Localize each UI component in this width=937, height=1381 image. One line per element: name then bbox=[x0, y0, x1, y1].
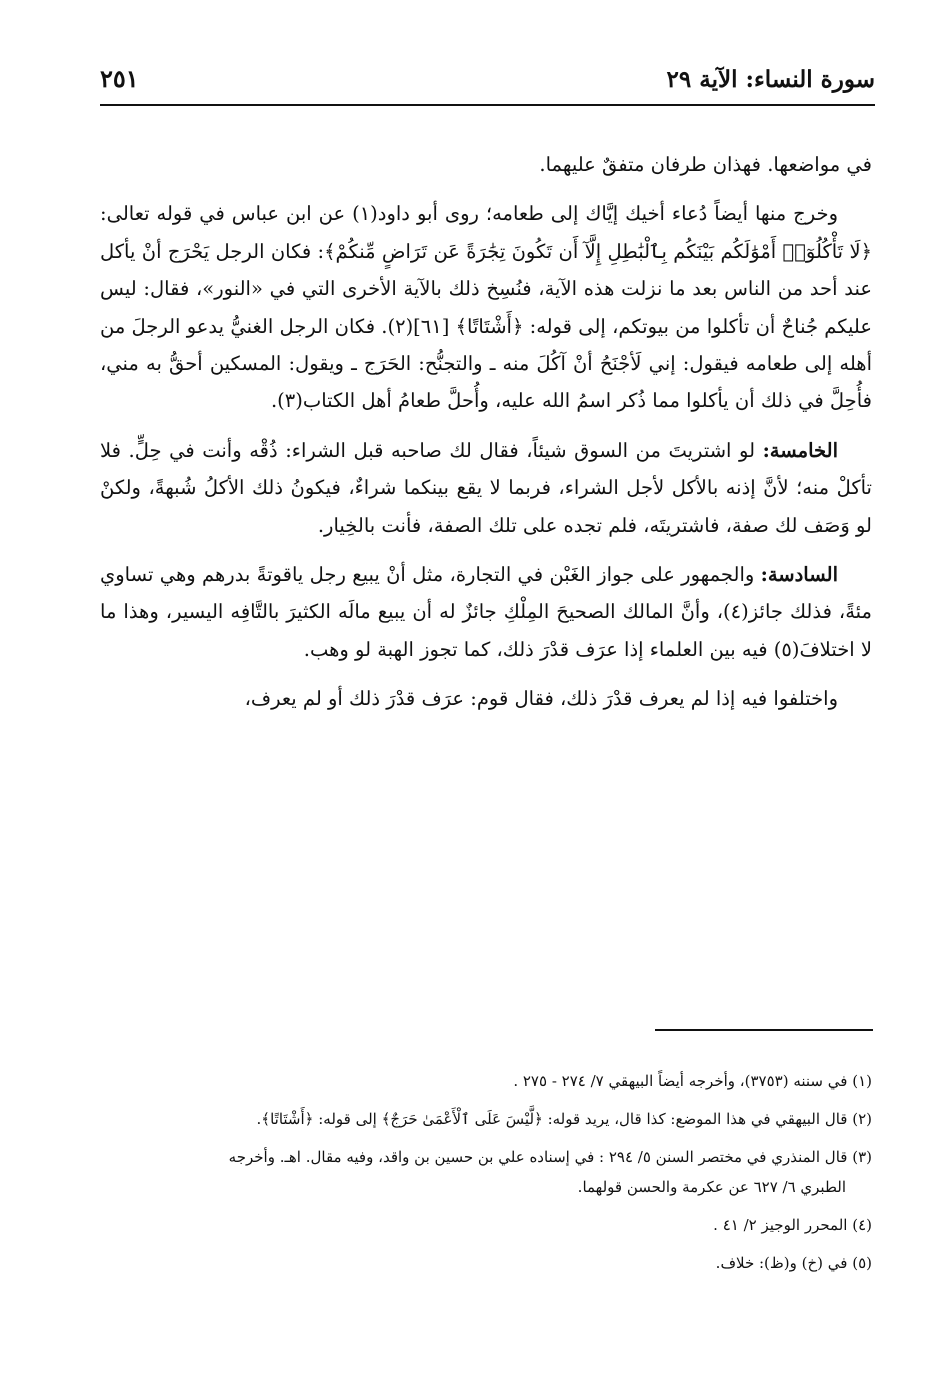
footnote-4: (٤) المحرر الوجيز ٢/ ٤١ . bbox=[713, 1216, 872, 1234]
header-title: سورة النساء: الآية ٢٩ bbox=[666, 66, 875, 93]
header-rule bbox=[100, 104, 875, 106]
paragraph-5: واختلفوا فيه إذا لم يعرف قدْرَ ذلك، فقال قوم: عرَف قدْرَ ذلك أو لم يعرف، bbox=[244, 687, 838, 711]
main-text bbox=[100, 146, 872, 718]
footnote-3: (٣) قال المنذري في مختصر السنن ٥/ ٢٩٤ : في إسناده علي بن حسين بن واقد، وفيه مقال. اهـ. وأخرجه bbox=[228, 1148, 872, 1166]
paragraph-fifth bbox=[100, 432, 872, 544]
footnote-2: (٢) قال البيهقي في هذا الموضع: كذا قال، يريد قوله: ﴿لَّيْسَ عَلَى ٱلْأَعْمَىٰ حَرَجٌ﴾ إلى قوله: ﴿أَشْتَاتًا﴾. bbox=[256, 1110, 872, 1128]
paragraph-2: وخرج منها أيضاً دُعاء أخيك إيَّاك إلى طعامه؛ روى أبو داود(١) عن ابن عباس في قوله تعالى: ﴿لَا تَأْكُلُوٓا۟ أَمْوَٰلَكُم بَيْنَكُم بِٱلْبَٰطِلِ إِلَّآ أَن تَكُونَ تِجَٰرَةً عَن تَرَاضٍ مِّنكُمْ﴾: فكان الرجل يَحْرَج أنْ يأكل عند أحد من الناس بعد ما نزلت هذه الآية، فنُسِخ ذلك بالآية الأخرى التي في «النور»، فقال: ليس عليكم جُناحٌ أن تأكلوا من بيوتكم، إلى قوله: ﴿أَشْتَاتًا﴾ [٦١](٢). فكان الرجل الغنيُّ يدعو الرجلَ من أهله إلى طعامه فيقول: إني لَأجْنَحُ أنْ آكُلَ منه ـ والتجنُّح: الحَرَج ـ ويقول: المسكين أحقُّ به مني، فأُحِلَّ في ذلك أن يأكلوا مما ذُكر اسمُ الله عليه، وأُحلَّ طعامُ أهل الكتاب(٣). bbox=[100, 202, 872, 413]
page-number: ٢٥١ bbox=[100, 64, 139, 93]
footnote-separator bbox=[655, 1029, 873, 1031]
section-label-sixth: السادسة: bbox=[760, 563, 838, 587]
footnote-1: (١) في سننه (٣٧٥٣)، وأخرجه أيضاً البيهقي ٧/ ٢٧٤ - ٢٧٥ . bbox=[513, 1072, 872, 1090]
footnote-3-continued: الطبري ٦/ ٦٢٧ عن عكرمة والحسن قولهما. bbox=[577, 1178, 846, 1196]
running-header bbox=[100, 62, 875, 100]
footnote-5: (٥) في (خ) و(ظ): خلاف. bbox=[715, 1254, 872, 1272]
paragraph-sixth bbox=[100, 556, 872, 668]
paragraph-sixth-text: والجمهور على جواز الغَبْن في التجارة، مثل أنْ يبيع رجل ياقوتةً بدرهم وهي تساوي مئةً، فذلك جائز(٤)، وأنَّ المالك الصحيحَ المِلْكِ جائزٌ له أن يبيع مالَه الكثيرَ بالتَّافِه اليسير، وهذا ما لا اختلافَ(٥) فيه بين العلماء إذا عرَف قدْرَ ذلك، كما تجوز الهبة لو وهب. bbox=[100, 563, 872, 661]
footnotes bbox=[100, 1066, 872, 1286]
section-label-fifth: الخامسة: bbox=[762, 438, 838, 462]
paragraph-fifth-text: لو اشتريتَ من السوق شيئاً، فقال لك صاحبه قبل الشراء: ذُقْه وأنت في حِلٍّ. فلا تأكلْ منه؛ لأنَّ إذنه بالأكل لأجل الشراء، فربما لا يقع بينكما شراءٌ، فيكونُ ذلك الأكلُ شُبهةً، ولكنْ لو وَصَف لك صفة، فاشتريتَه، فلم تجده على تلك الصفة، فأنت بالخِيار. bbox=[100, 438, 872, 537]
paragraph-1: في مواضعها. فهذان طرفان متفقٌ عليهما. bbox=[539, 153, 872, 176]
